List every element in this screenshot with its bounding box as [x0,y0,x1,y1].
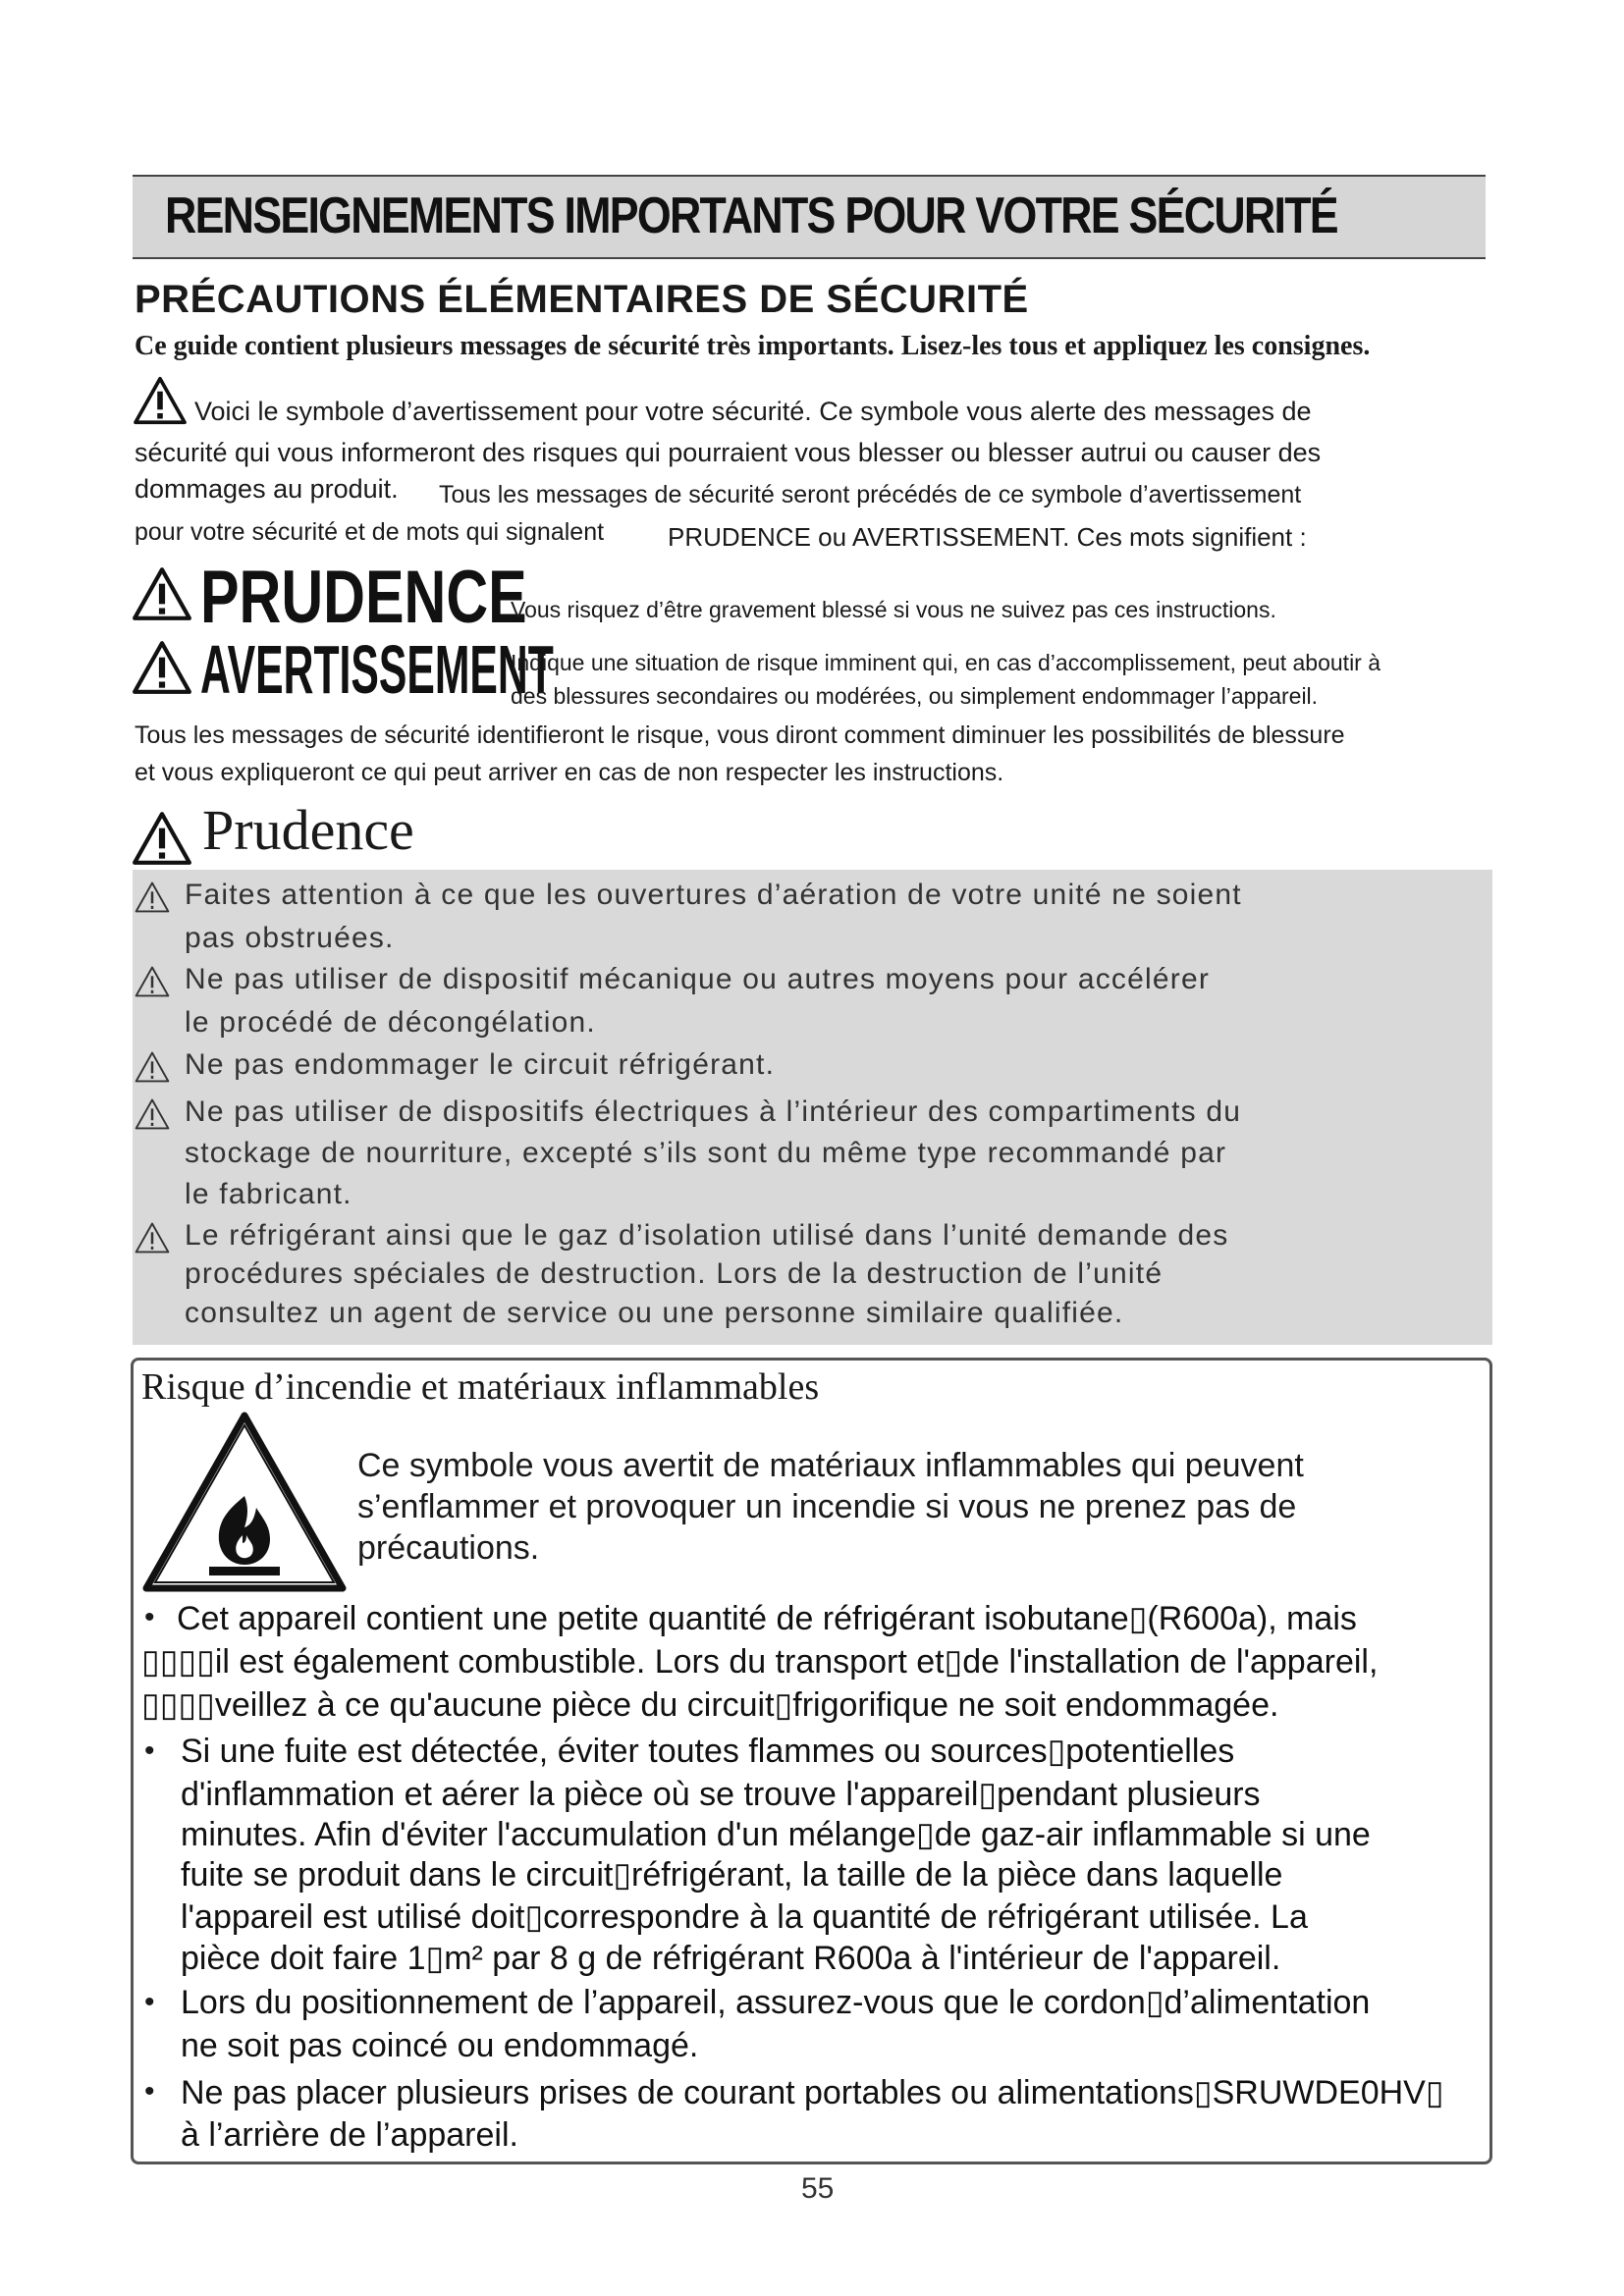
prudence-item-3-line1: Ne pas endommager le circuit réfrigérant. [185,1048,776,1081]
fire-symbol-text-1: Ce symbole vous avertit de matériaux inflammables qui peuvent [357,1447,1304,1484]
fire-symbol-text-2: s’enflammer et provoquer un incendie si vous ne prenez pas de [357,1488,1297,1525]
fire-symbol-text-3: précautions. [357,1529,540,1567]
symbol-paragraph-line1: Voici le symbole d’avertissement pour votre sécurité. Ce symbole vous alerte des messages de [194,397,1312,426]
section-title: PRÉCAUTIONS ÉLÉMENTAIRES DE SÉCURITÉ [135,278,1029,321]
banner-title: RENSEIGNEMENTS IMPORTANTS POUR VOTRE SÉCURITÉ [165,187,1337,244]
bullet-dot: • [144,1735,155,1767]
avertissement-warning-icon [132,640,192,695]
prudence-item-2-line2: le procédé de décongélation. [185,1006,596,1039]
prudence-item-5-line3: consultez un agent de service ou une personne similaire qualifiée. [185,1297,1124,1329]
intro-text: Ce guide contient plusieurs messages de sécurité très importants. Lisez-les tous et appliquez les consignes. [135,331,1371,361]
fire-bullet-2-line3: minutes. Afin d'éviter l'accumulation d'un mélange▯de gaz-air inflammable si une [181,1816,1371,1853]
prudence-item-4-line1: Ne pas utiliser de dispositifs électriques à l’intérieur des compartiments du [185,1095,1242,1128]
fire-bullet-4-line1: Ne pas placer plusieurs prises de courant portables ou alimentations▯SRUWDE0HV▯ [181,2074,1444,2111]
symbol-paragraph-line3a: dommages au produit. [135,474,399,504]
fire-bullet-3-line1: Lors du positionnement de l’appareil, assurez-vous que le cordon▯d’alimentation [181,1984,1371,2021]
symbol-paragraph-line3b: Tous les messages de sécurité seront précédés de ce symbole d’avertissement [439,481,1302,508]
fire-bullet-3-line2: ne soit pas coincé ou endommagé. [181,2027,699,2064]
symbol-paragraph-line4a: pour votre sécurité et de mots qui signalent [135,518,605,546]
avertissement-label: AVERTISSEMENT [200,631,554,708]
fire-bullet-1-line2: ▯▯▯▯il est également combustible. Lors du transport et▯de l'installation de l'appareil, [141,1643,1379,1681]
caution-icon [134,881,171,914]
caution-icon [134,1221,171,1255]
symbol-paragraph-line2: sécurité qui vous informeront des risques qui pourraient vous blesser ou blesser autrui ou causer des [135,438,1322,467]
prudence-item-5-line2: procédures spéciales de destruction. Lors de la destruction de l’unité [185,1257,1164,1290]
prudence-item-2-line1: Ne pas utiliser de dispositif mécanique ou autres moyens pour accélérer [185,963,1211,995]
fire-bullet-1-line3: ▯▯▯▯veillez à ce qu'aucune pièce du circuit▯frigorifique ne soit endommagée. [141,1686,1279,1724]
warning-icon [133,376,188,425]
flammable-warning-icon [140,1410,349,1594]
prudence-label: PRUDENCE [200,556,527,639]
prudence-section-warning-icon [132,811,192,866]
fire-bullet-2-line2: d'inflammation et aérer la pièce où se trouve l'appareil▯pendant plusieurs [181,1776,1261,1813]
prudence-item-5-line1: Le réfrigérant ainsi que le gaz d’isolation utilisé dans l’unité demande des [185,1219,1229,1252]
caution-icon [134,965,171,998]
fire-bullet-4-line2: à l’arrière de l’appareil. [181,2116,518,2154]
fire-bullet-2-line1: Si une fuite est détectée, éviter toutes flammes ou sources▯potentielles [181,1733,1235,1770]
fire-bullet-2-line5: l'appareil est utilisé doit▯correspondre à la quantité de réfrigérant utilisée. La [181,1898,1308,1936]
fire-bullet-2-line4: fuite se produit dans le circuit▯réfrigérant, la taille de la pièce dans laquelle [181,1856,1283,1894]
prudence-item-1-line1: Faites attention à ce que les ouvertures d’aération de votre unité ne soient [185,879,1242,911]
fire-bullet-1-line1: Cet appareil contient une petite quantité de réfrigérant isobutane▯(R600a), mais [177,1600,1357,1637]
prudence-item-1-line2: pas obstruées. [185,922,395,954]
avertissement-description-1: Indique une situation de risque imminent qui, en cas d’accomplissement, peut aboutir à [511,650,1381,675]
bullet-dot: • [144,1986,155,2018]
prudence-description: Vous risquez d’être gravement blessé si vous ne suivez pas ces instructions. [511,597,1276,622]
caution-icon [134,1050,171,1084]
prudence-section-title: Prudence [202,798,414,862]
bullet-dot: • [144,1601,155,1633]
summary-line1: Tous les messages de sécurité identifieront le risque, vous diront comment diminuer les possibilités de blessure [135,721,1345,749]
symbol-paragraph-line4b: PRUDENCE ou AVERTISSEMENT. Ces mots signifient : [668,522,1307,552]
prudence-warning-icon [132,566,192,621]
bullet-dot: • [144,2075,155,2108]
fire-risk-title: Risque d’incendie et matériaux inflammables [141,1366,820,1408]
prudence-item-4-line3: le fabricant. [185,1178,352,1210]
avertissement-description-2: des blessures secondaires ou modérées, ou simplement endommager l’appareil. [511,683,1319,709]
caution-icon [134,1097,171,1131]
page-number: 55 [801,2172,835,2205]
prudence-item-4-line2: stockage de nourriture, excepté s’ils sont du même type recommandé par [185,1137,1227,1169]
fire-bullet-2-line6: pièce doit faire 1▯m² par 8 g de réfrigérant R600a à l'intérieur de l'appareil. [181,1940,1281,1977]
summary-line2: et vous expliqueront ce qui peut arriver en cas de non respecter les instructions. [135,759,1004,786]
